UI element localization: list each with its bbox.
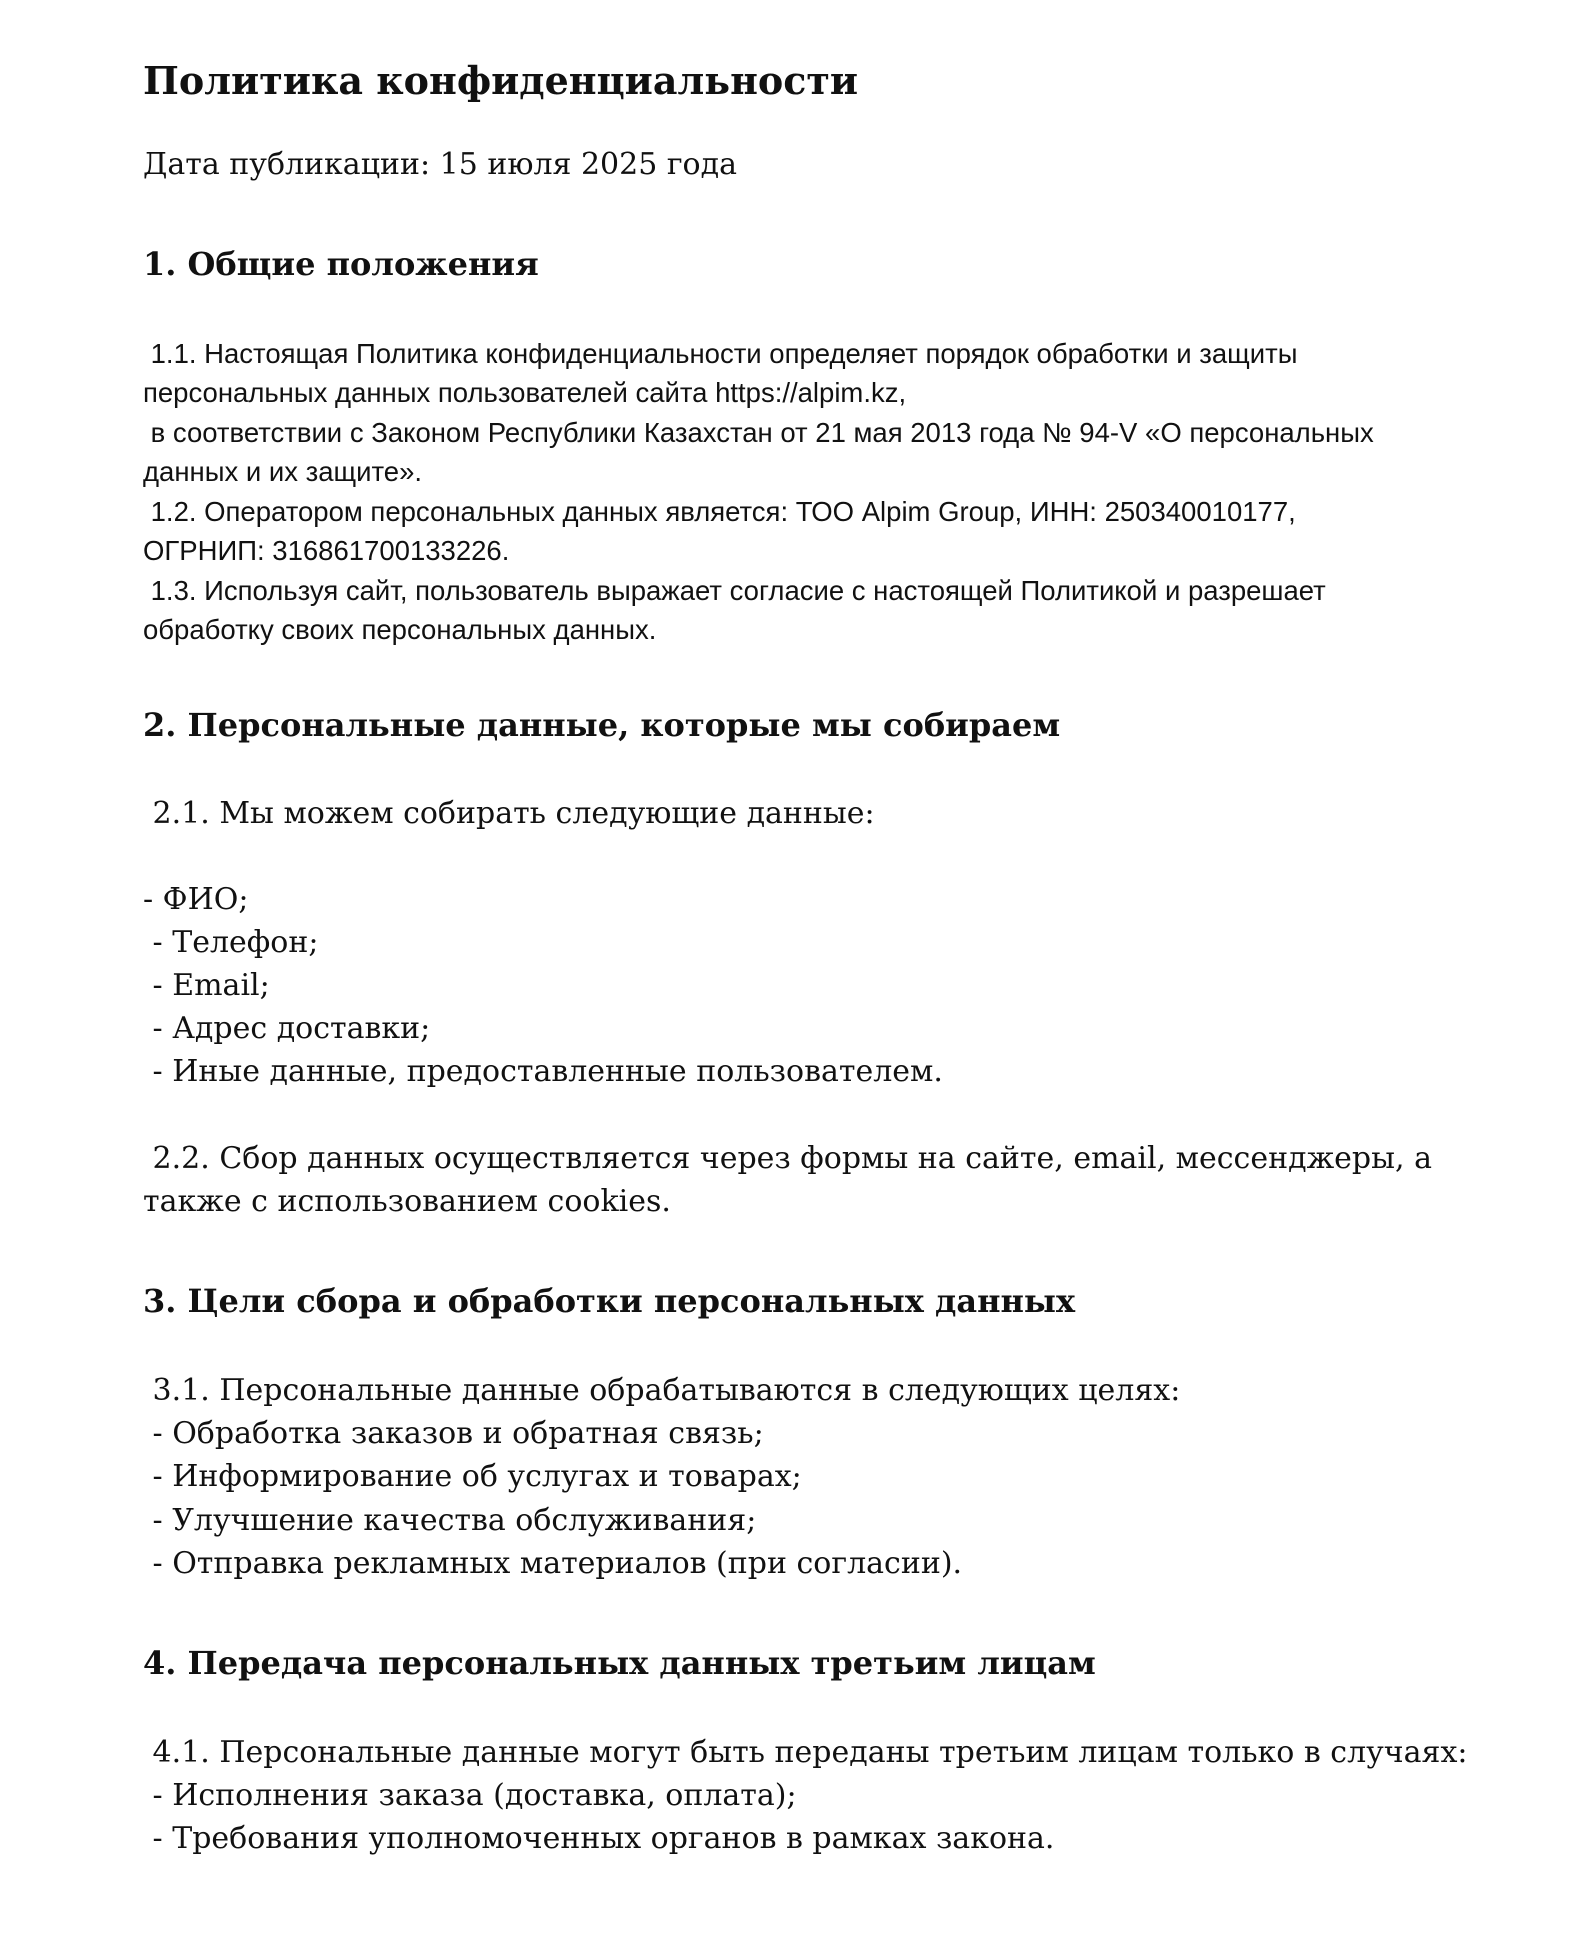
section-1-line: 1.3. Используя сайт, пользователь выражает согласие с настоящей Политикой и разрешает [143, 575, 1326, 606]
section-1-line: 1.2. Оператором персональных данных является: ТОО Alpim Group, ИНН: 250340010177, [143, 496, 1296, 527]
section-4-heading: 4. Передача персональных данных третьим лицам [143, 1644, 1096, 1682]
section-2-note-line: также с использованием cookies. [143, 1184, 671, 1219]
list-item: - Требования уполномоченных органов в рамках закона. [143, 1821, 1055, 1856]
section-1-heading: 1. Общие положения [143, 245, 539, 283]
page-title: Политика конфиденциальности [143, 58, 859, 103]
list-item: - Адрес доставки; [143, 1011, 431, 1046]
list-item: - Телефон; [143, 925, 319, 960]
section-1-line: 1.1. Настоящая Политика конфиденциальности определяет порядок обработки и защиты [143, 338, 1298, 369]
section-1-line: в соответствии с Законом Республики Казахстан от 21 мая 2013 года № 94-V «О персональных [143, 417, 1374, 448]
section-1-line: персональных данных пользователей сайта https://alpim.kz, [143, 377, 907, 408]
section-3-heading: 3. Цели сбора и обработки персональных данных [143, 1282, 1076, 1320]
publication-date: Дата публикации: 15 июля 2025 года [143, 147, 737, 182]
section-4-line: 4.1. Персональные данные могут быть переданы третьим лицам только в случаях: [143, 1735, 1468, 1770]
list-item: - Отправка рекламных материалов (при согласии). [143, 1546, 963, 1581]
section-2-intro: 2.1. Мы можем собирать следующие данные: [143, 796, 875, 831]
list-item: - Обработка заказов и обратная связь; [143, 1416, 764, 1451]
list-item: - Улучшение качества обслуживания; [143, 1503, 757, 1538]
section-2-heading: 2. Персональные данные, которые мы собираем [143, 706, 1061, 744]
list-item: - ФИО; [143, 882, 249, 917]
list-item: - Исполнения заказа (доставка, оплата); [143, 1778, 797, 1813]
list-item: - Информирование об услугах и товарах; [143, 1459, 802, 1494]
section-3-line: 3.1. Персональные данные обрабатываются в следующих целях: [143, 1373, 1181, 1408]
section-1-line: ОГРНИП: 316861700133226. [143, 535, 510, 566]
section-1-line: данных и их защите». [143, 456, 423, 487]
list-item: - Email; [143, 968, 270, 1003]
section-1-line: обработку своих персональных данных. [143, 614, 657, 645]
list-item: - Иные данные, предоставленные пользователем. [143, 1054, 943, 1089]
section-2-note-line: 2.2. Сбор данных осуществляется через формы на сайте, email, мессенджеры, а [143, 1141, 1432, 1176]
